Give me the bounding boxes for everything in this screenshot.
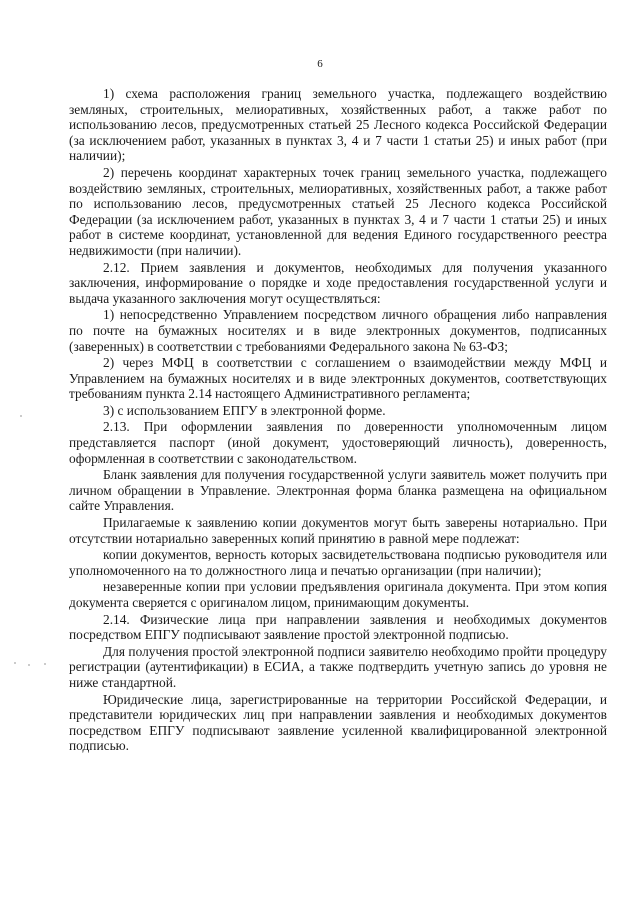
paragraph-2-12: 2.12. Прием заявления и документов, необходимых для получения указанного заключения, информирование о порядке и ходе предоставления государственной услуги и выдача указанного заключения могут осуществляться: — [69, 259, 607, 306]
paragraph-legal-entities: Юридические лица, зарегистрированные на территории Российской Федерации, и представители юридических лиц при направлении заявления и необходимых документов посредством ЕПГУ подписывают заявление усиленной квалифицированной электронной подписью. — [69, 691, 607, 754]
paragraph-uncertified-copies: незаверенные копии при условии предъявления оригинала документа. При этом копия документа сверяется с оригиналом лицом, принимающим документы. — [69, 579, 607, 610]
paragraph-mfc: 2) через МФЦ в соответствии с соглашением о взаимодействии между МФЦ и Управлением на бумажных носителях и в виде электронных документов, соответствующих требованиям пункта 2.14 настоящего Административного регламента; — [69, 355, 607, 402]
document-body — [69, 86, 607, 755]
paragraph-2-14: 2.14. Физические лица при направлении заявления и необходимых документов посредством ЕПГУ подписывают заявление простой электронной подписью. — [69, 611, 607, 643]
paragraph-scheme: 1) схема расположения границ земельного участка, подлежащего воздействию земляных, строительных, мелиоративных, хозяйственных работ, а также работ по использованию лесов, предусмотренных статьей 25 Лесного кодекса Российской Федерации (за исключением работ, указанных в пунктах 3, 4 и 7 части 1 статьи 25) и иных работ (при наличии); — [69, 86, 607, 164]
paragraph-coordinates: 2) перечень координат характерных точек границ земельного участка, подлежащего воздействию земляных, строительных, мелиоративных, хозяйственных работ, а также работ по использованию лесов, предусмотренных статьей 25 Лесного кодекса Российской Федерации (за исключением работ, указанных в пунктах 3, 4 и 7 части 1 статьи 25) и иных работ в системе координат, установленной для ведения Единого государственного реестра недвижимости (при наличии). — [69, 164, 607, 258]
scan-speck — [14, 662, 16, 664]
scan-speck — [20, 415, 22, 417]
page-number: 6 — [317, 58, 323, 70]
paragraph-blank: Бланк заявления для получения государственной услуги заявитель может получить при личном обращении в Управление. Электронная форма бланка размещена на официальном сайте Управления. — [69, 467, 607, 514]
paragraph-2-13: 2.13. При оформлении заявления по доверенности уполномоченным лицом представляется паспорт (иной документ, удостоверяющий личность), доверенность, оформленная в соответствии с законодательством. — [69, 419, 607, 466]
scan-speck — [28, 664, 30, 666]
paragraph-copies: Прилагаемые к заявлению копии документов могут быть заверены нотариально. При отсутствии нотариально заверенных копий принятию в равной мере подлежат: — [69, 515, 607, 546]
paragraph-certified-copies: копии документов, верность которых засвидетельствована подписью руководителя или уполномоченного на то должностного лица и печатью организации (при наличии); — [69, 547, 607, 578]
paragraph-directly: 1) непосредственно Управлением посредством личного обращения либо направления по почте на бумажных носителях и в виде электронных документов, подписанных (заверенных) в соответствии с требованиями Федерального закона № 63-ФЗ; — [69, 307, 607, 354]
paragraph-epgu: 3) с использованием ЕПГУ в электронной форме. — [103, 402, 386, 418]
scan-speck — [44, 663, 46, 665]
paragraph-simple-signature: Для получения простой электронной подписи заявителю необходимо пройти процедуру регистрации (аутентификации) в ЕСИА, а также подтвердить учетную запись до уровня не ниже стандартной. — [69, 643, 607, 690]
